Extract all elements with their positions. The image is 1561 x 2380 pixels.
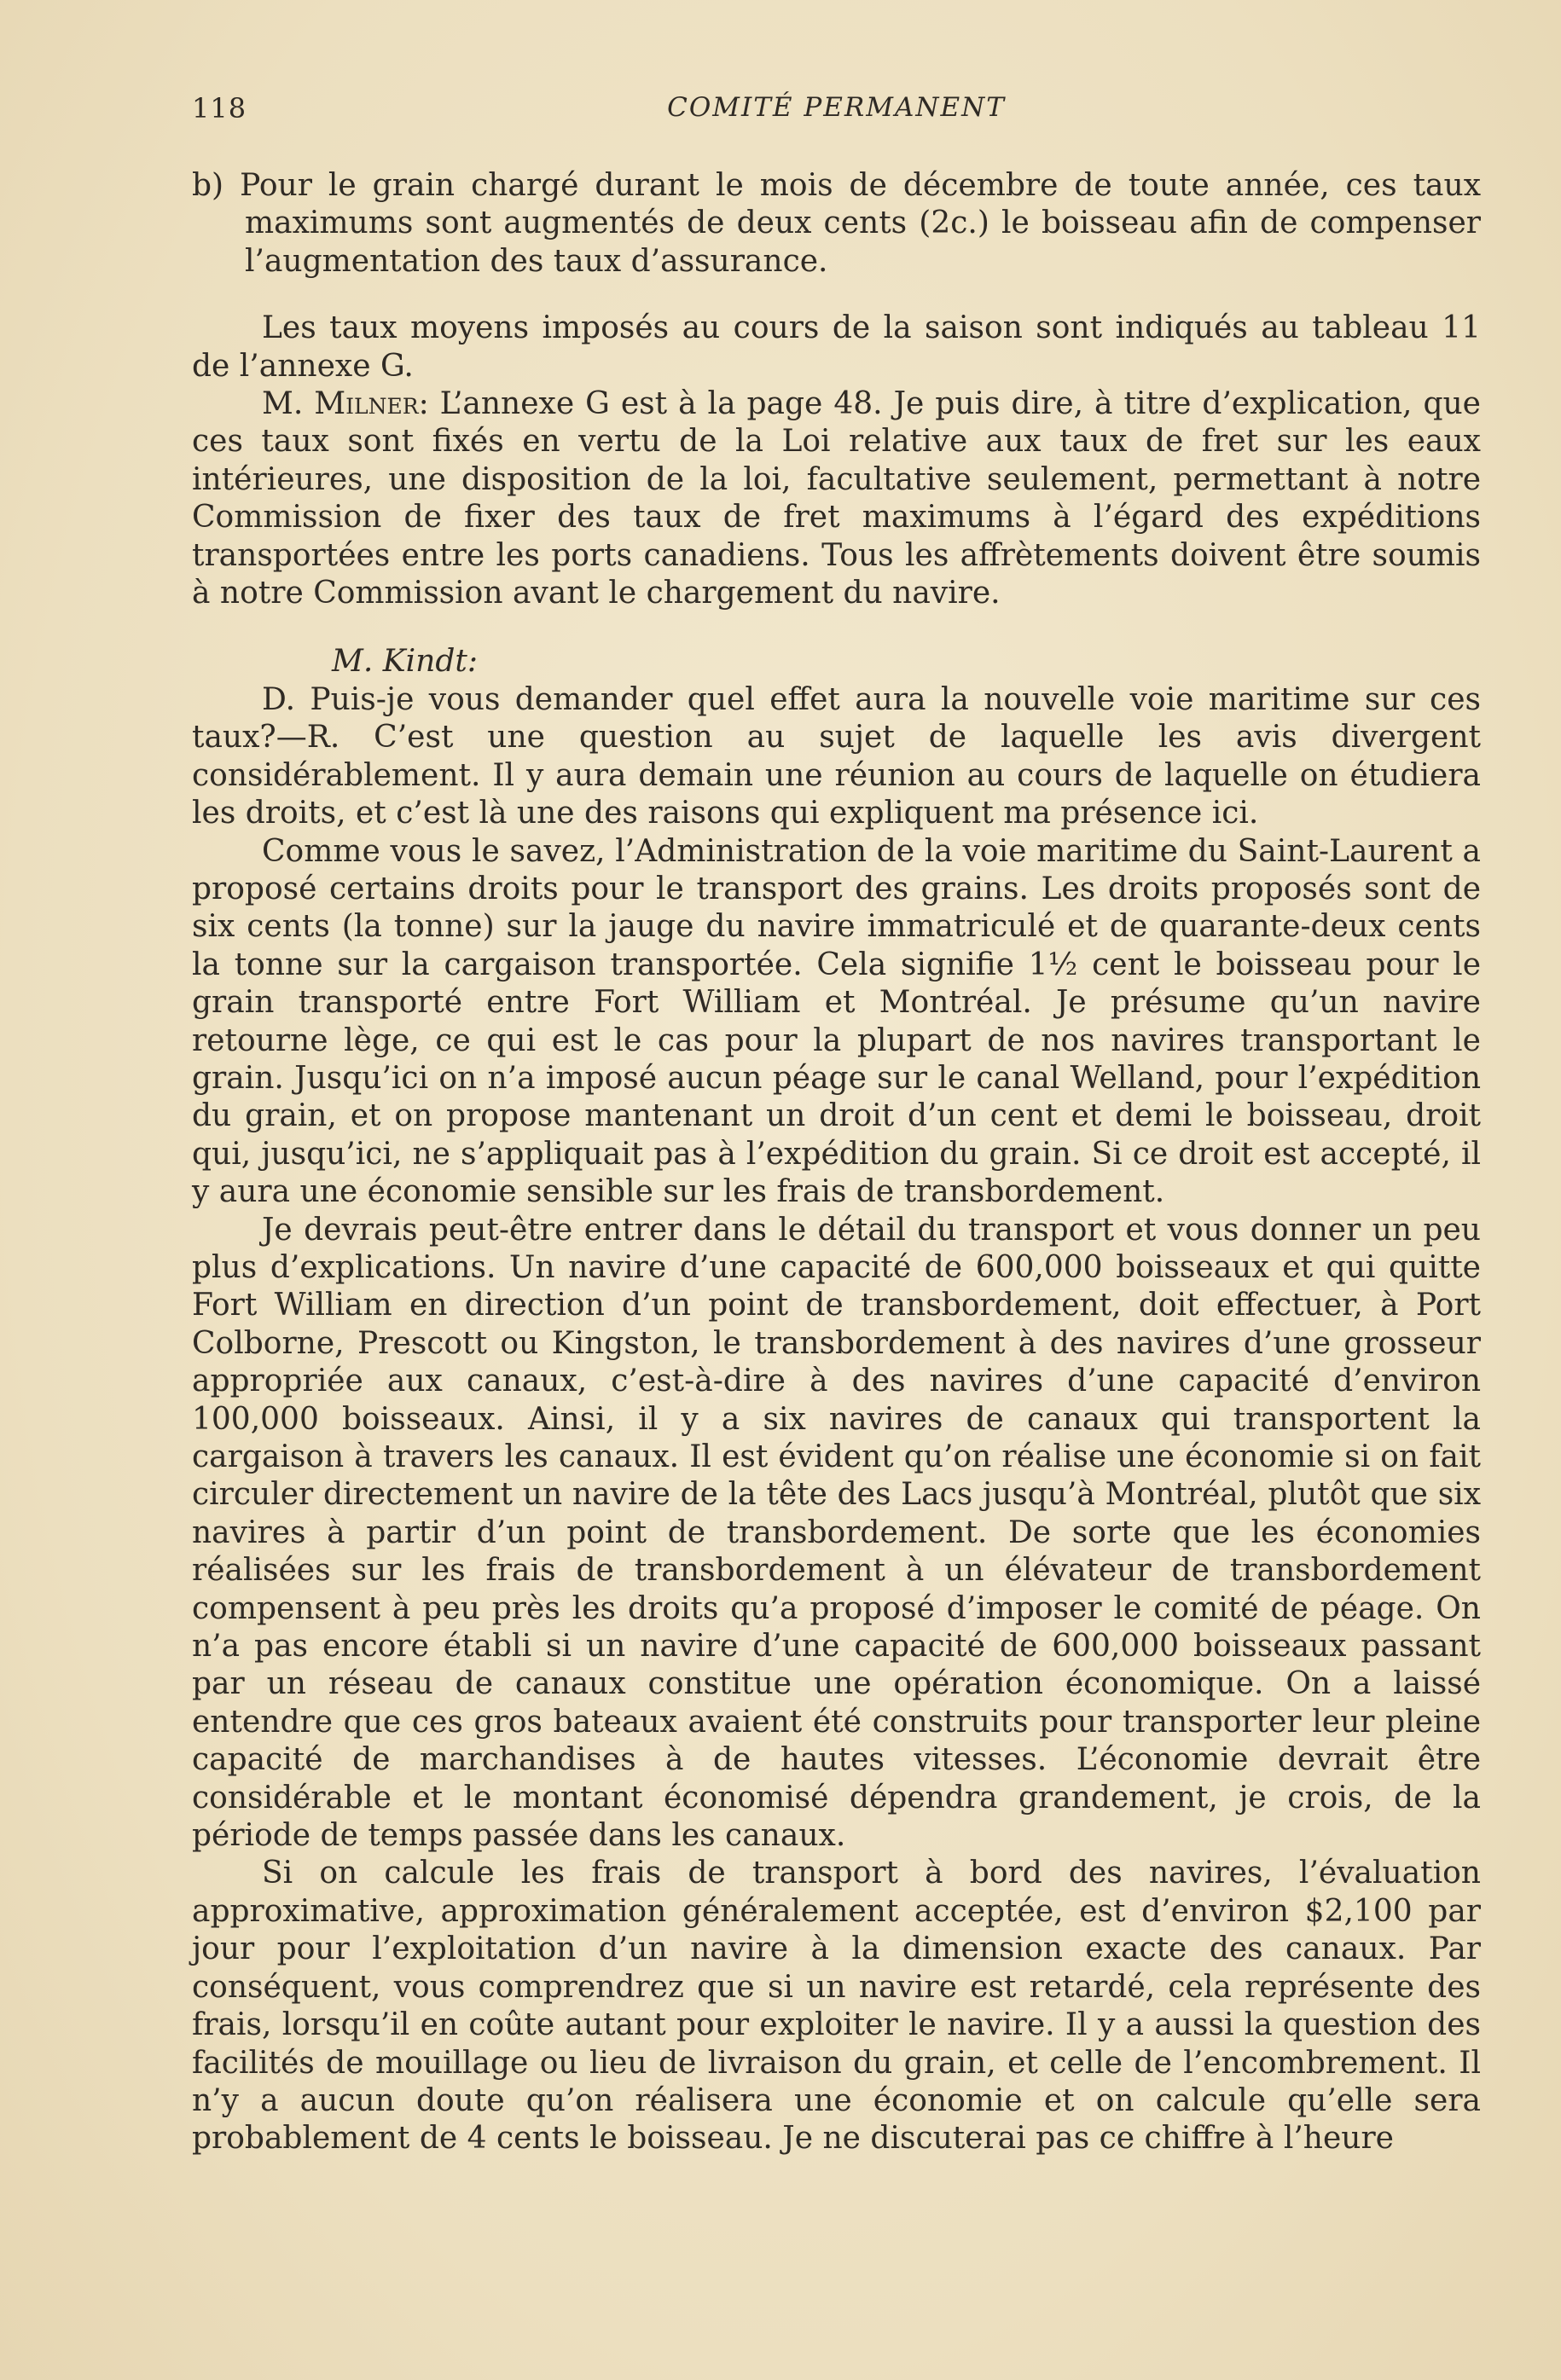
- paragraph: Si on calcule les frais de transport à bord des navires, l’évaluation approximative, approximation généralement acceptée, est d’environ $2,100 par jour pour l’exploitation d’un navire à la dimension exacte des canaux. Par conséquent, vous comprendrez que si un navire est retardé, cela représente des frais, lorsqu’il en coûte autant pour exploiter le navire. Il y a aussi la question des facilités de mouillage ou lieu de livraison du grain, et celle de l’encombrement. Il n’y a aucun doute qu’on réalisera une économie et on calcule qu’elle sera probablement de 4 cents le boisseau. Je ne discuterai pas ce chiffre à l’heure: [192, 1856, 1481, 2157]
- list-item-b: b) Pour le grain chargé durant le mois de décembre de toute année, ces taux maximums sont augmentés de deux cents (2c.) le boisseau afin de compenser l’augmentation des taux d’assurance.: [192, 168, 1481, 279]
- paragraph: Je devrais peut-être entrer dans le détail du transport et vous donner un peu plus d’explications. Un navire d’une capacité de 600,000 boisseaux et qui quitte Fort William en direction d’un point de transbordement, doit effectuer, à Port Colborne, Prescott ou Kingston, le transbordement à des navires d’une grosseur appropriée aux canaux, c’est-à-dire à des navires d’une capacité d’environ 100,000 boisseaux. Ainsi, il y a six navires de canaux qui transportent la cargaison à travers les canaux. Il est évident qu’on réalise une économie si on fait circuler directement un navire de la tête des Lacs jusqu’à Montréal, plutôt que six navires à partir d’un point de transbordement. De sorte que les économies réalisées sur les frais de transbordement à un élévateur de transbordement compensent à peu près les droits qu’a proposé d’imposer le comité de péage. On n’a pas encore établi si un navire d’une capacité de 600,000 boisseaux passant par un réseau de canaux constitue une opération économique. On a laissé entendre que ces gros bateaux avaient été construits pour transporter leur pleine capacité de marchandises à de hautes vitesses. L’économie devrait être considérable et le montant économisé dépendra grandement, je crois, de la période de temps passée dans les canaux.: [192, 1212, 1481, 1854]
- speaker-name: M. Milner:: [262, 386, 429, 422]
- paragraph: Comme vous le savez, l’Administration de la voie maritime du Saint-Laurent a proposé certains droits pour le transport des grains. Les droits proposés sont de six cents (la tonne) sur la jauge du navire immatriculé et de quarante-deux cents la tonne sur la cargaison transportée. Cela signifie 1½ cent le boisseau pour le grain transporté entre Fort William et Montréal. Je présume qu’un navire retourne lège, ce qui est le cas pour la plupart de nos navires transportant le grain. Jusqu’ici on n’a imposé aucun péage sur le canal Welland, pour l’expédition du grain, et on propose mantenant un droit d’un cent et demi le boisseau, droit qui, jusqu’ici, ne s’appliquait pas à l’expédition du grain. Si ce droit est accepté, il y aura une économie sensible sur les frais de transbordement.: [192, 833, 1481, 1210]
- speaker-heading: M. Kindt:: [332, 644, 478, 680]
- running-title: COMITÉ PERMANENT: [667, 92, 1006, 123]
- speaker-paragraph-milner: [192, 385, 1481, 612]
- speaker-text: L’annexe G est à la page 48. Je puis dire, à titre d’explication, que ces taux sont fixés en vertu de la Loi relative aux taux de fret sur les eaux intérieures, une disposition de la loi, facultative seulement, permettant à notre Commission de fixer des taux de fret maximums à l’égard des expéditions transportées entre les ports canadiens. Tous les affrètements doivent être soumis à notre Commission avant le chargement du navire.: [192, 386, 1481, 611]
- paragraph: Les taux moyens imposés au cours de la saison sont indiqués au tableau 11 de l’annexe G.: [192, 310, 1481, 384]
- page-number: 118: [192, 92, 247, 125]
- page-header: [192, 92, 1481, 133]
- paragraph: D. Puis-je vous demander quel effet aura la nouvelle voie maritime sur ces taux?—R. C’est une question au sujet de laquelle les avis divergent considérablement. Il y aura demain une réunion au cours de laquelle on étudiera les droits, et c’est là une des raisons qui expliquent ma présence ici.: [192, 681, 1481, 831]
- body-text: [192, 167, 1481, 2158]
